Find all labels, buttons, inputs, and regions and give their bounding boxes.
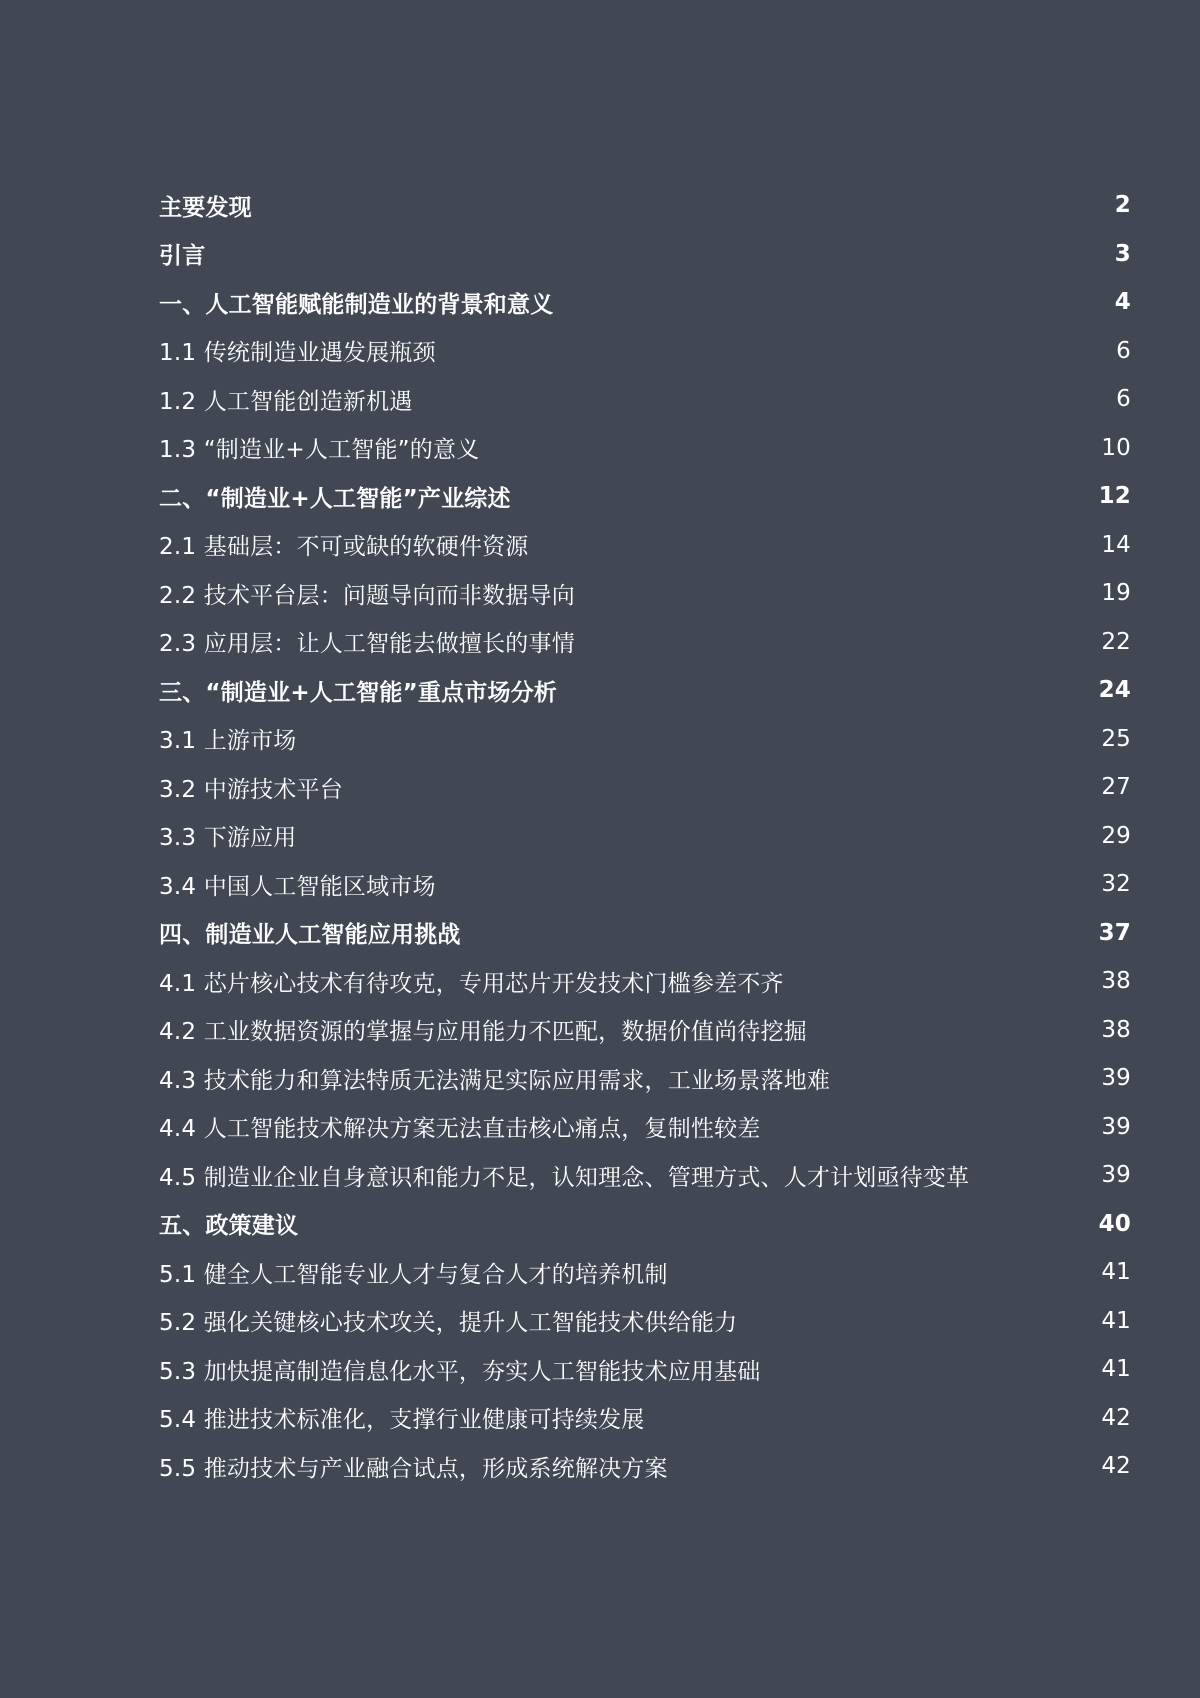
toc-entry-title: 3.1 上游市场 — [159, 728, 297, 755]
toc-subsection-entry[interactable] — [159, 1345, 1131, 1394]
toc-subsection-entry[interactable] — [159, 763, 1131, 812]
toc-section-heading[interactable] — [159, 909, 1131, 958]
toc-subsection-entry[interactable] — [159, 569, 1131, 618]
toc-entry-title: 5.3 加快提高制造信息化水平，夯实人工智能技术应用基础 — [159, 1358, 761, 1385]
toc-section-heading[interactable] — [159, 181, 1131, 230]
toc-page-number: 39 — [1101, 1113, 1131, 1140]
toc-entry-title: 5.4 推进技术标准化，支撑行业健康可持续发展 — [159, 1407, 645, 1434]
toc-subsection-entry[interactable] — [159, 1151, 1131, 1200]
toc-page-number: 4 — [1114, 289, 1131, 316]
toc-entry-title: 4.4 人工智能技术解决方案无法直击核心痛点，复制性较差 — [159, 1116, 761, 1143]
table-of-contents — [159, 181, 1131, 1491]
toc-page-number: 40 — [1098, 1210, 1131, 1237]
toc-page-number: 42 — [1101, 1453, 1131, 1480]
toc-page-number: 39 — [1101, 1162, 1131, 1189]
toc-page-number: 12 — [1098, 483, 1131, 510]
toc-entry-title: 5.5 推动技术与产业融合试点，形成系统解决方案 — [159, 1455, 668, 1482]
toc-subsection-entry[interactable] — [159, 521, 1131, 570]
toc-subsection-entry[interactable] — [159, 1297, 1131, 1346]
toc-section-heading[interactable] — [159, 666, 1131, 715]
toc-subsection-entry[interactable] — [159, 1006, 1131, 1055]
toc-page-number: 14 — [1101, 531, 1131, 558]
toc-entry-title: 4.2 工业数据资源的掌握与应用能力不匹配，数据价值尚待挖掘 — [159, 1019, 807, 1046]
toc-entry-title: 5.2 强化关键核心技术攻关，提升人工智能技术供给能力 — [159, 1310, 738, 1337]
toc-page-number: 10 — [1101, 434, 1131, 461]
toc-page-number: 38 — [1101, 1016, 1131, 1043]
toc-page-number: 41 — [1101, 1259, 1131, 1286]
toc-subsection-entry[interactable] — [159, 1054, 1131, 1103]
toc-entry-title: 3.2 中游技术平台 — [159, 776, 343, 803]
toc-page-number: 42 — [1101, 1404, 1131, 1431]
toc-entry-title: 4.3 技术能力和算法特质无法满足实际应用需求，工业场景落地难 — [159, 1067, 831, 1094]
toc-entry-title: 2.1 基础层：不可或缺的软硬件资源 — [159, 534, 529, 561]
toc-entry-title: 4.5 制造业企业自身意识和能力不足，认知理念、管理方式、人才计划亟待变革 — [159, 1164, 970, 1191]
toc-entry-title: 一、人工智能赋能制造业的背景和意义 — [159, 291, 554, 318]
toc-entry-title: 三、“制造业+人工智能”重点市场分析 — [159, 679, 558, 706]
toc-entry-title: 4.1 芯片核心技术有待攻克，专用芯片开发技术门槛参差不齐 — [159, 970, 784, 997]
toc-subsection-entry[interactable] — [159, 957, 1131, 1006]
toc-subsection-entry[interactable] — [159, 1394, 1131, 1443]
toc-page-number: 25 — [1101, 725, 1131, 752]
toc-entry-title: 引言 — [159, 243, 206, 270]
toc-section-heading[interactable] — [159, 278, 1131, 327]
toc-page-number: 41 — [1101, 1356, 1131, 1383]
toc-page-number: 3 — [1114, 240, 1131, 267]
toc-entry-title: 五、政策建议 — [159, 1213, 299, 1240]
toc-subsection-entry[interactable] — [159, 375, 1131, 424]
toc-page-number: 27 — [1101, 774, 1131, 801]
toc-section-heading[interactable] — [159, 230, 1131, 279]
toc-section-heading[interactable] — [159, 1200, 1131, 1249]
toc-page-number: 22 — [1101, 628, 1131, 655]
toc-entry-title: 2.3 应用层：让人工智能去做擅长的事情 — [159, 631, 575, 658]
toc-entry-title: 主要发现 — [159, 194, 252, 221]
toc-subsection-entry[interactable] — [159, 860, 1131, 909]
toc-page-number: 6 — [1116, 386, 1131, 413]
toc-entry-title: 3.3 下游应用 — [159, 825, 297, 852]
toc-page-number: 41 — [1101, 1307, 1131, 1334]
toc-entry-title: 5.1 健全人工智能专业人才与复合人才的培养机制 — [159, 1261, 668, 1288]
toc-section-heading[interactable] — [159, 472, 1131, 521]
toc-entry-title: 1.1 传统制造业遇发展瓶颈 — [159, 340, 436, 367]
toc-subsection-entry[interactable] — [159, 1442, 1131, 1491]
toc-subsection-entry[interactable] — [159, 424, 1131, 473]
toc-page-number: 29 — [1101, 822, 1131, 849]
toc-entry-title: 1.2 人工智能创造新机遇 — [159, 388, 413, 415]
toc-subsection-entry[interactable] — [159, 812, 1131, 861]
toc-subsection-entry[interactable] — [159, 327, 1131, 376]
toc-page-number: 32 — [1101, 871, 1131, 898]
toc-entry-title: 二、“制造业+人工智能”产业综述 — [159, 485, 511, 512]
toc-page-number: 2 — [1114, 192, 1131, 219]
toc-entry-title: 1.3 “制造业+人工智能”的意义 — [159, 437, 480, 464]
toc-page-number: 19 — [1101, 580, 1131, 607]
toc-subsection-entry[interactable] — [159, 1248, 1131, 1297]
toc-subsection-entry[interactable] — [159, 715, 1131, 764]
toc-page-number: 39 — [1101, 1065, 1131, 1092]
toc-page-number: 38 — [1101, 968, 1131, 995]
toc-subsection-entry[interactable] — [159, 1103, 1131, 1152]
toc-entry-title: 3.4 中国人工智能区域市场 — [159, 873, 436, 900]
toc-subsection-entry[interactable] — [159, 618, 1131, 667]
toc-page-number: 37 — [1098, 919, 1131, 946]
toc-entry-title: 四、制造业人工智能应用挑战 — [159, 922, 461, 949]
toc-page-number: 24 — [1098, 677, 1131, 704]
toc-entry-title: 2.2 技术平台层：问题导向而非数据导向 — [159, 582, 575, 609]
toc-page-number: 6 — [1116, 337, 1131, 364]
